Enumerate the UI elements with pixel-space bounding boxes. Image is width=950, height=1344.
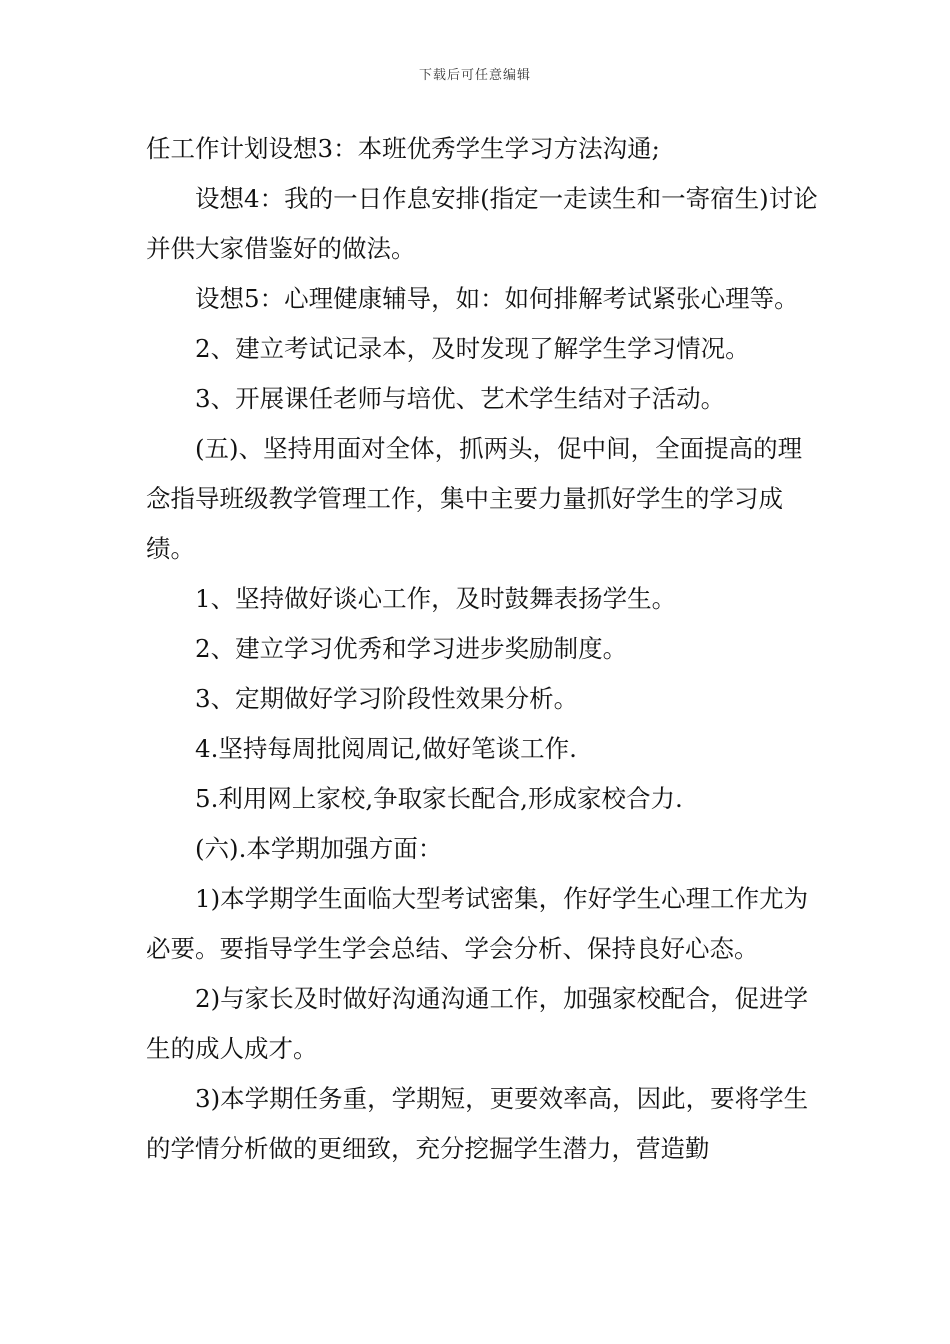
paragraph: 3、开展课任老师与培优、艺术学生结对子活动。	[195, 384, 726, 413]
paragraph: 3、定期做好学习阶段性效果分析。	[195, 684, 579, 713]
paragraph: 设想5：心理健康辅导，如：如何排解考试紧张心理等。	[195, 284, 799, 313]
paragraph: 2、建立学习优秀和学习进步奖励制度。	[195, 634, 628, 663]
paragraph: (五)、坚持用面对全体，抓两头，促中间，全面提高的理念指导班级教学管理工作，集中主要力量抓好学生的学习成绩。	[146, 434, 803, 563]
paragraph: 4.坚持每周批阅周记,做好笔谈工作.	[195, 734, 577, 763]
page-header: 下载后可任意编辑	[418, 68, 531, 83]
paragraph: (六).本学期加强方面：	[195, 834, 443, 863]
paragraph: 1、坚持做好谈心工作，及时鼓舞表扬学生。	[195, 584, 677, 613]
paragraph: 1)本学期学生面临大型考试密集，作好学生心理工作尤为必要。要指导学生学会总结、学会分析、保持良好心态。	[146, 884, 809, 963]
paragraph: 2)与家长及时做好沟通沟通工作，加强家校配合，促进学生的成人成才。	[146, 984, 809, 1063]
paragraph: 2、建立考试记录本，及时发现了解学生学习情况。	[195, 334, 750, 363]
paragraph: 任工作计划设想3：本班优秀学生学习方法沟通;	[146, 134, 660, 163]
paragraph: 5.利用网上家校,争取家长配合,形成家校合力.	[195, 784, 683, 813]
paragraph: 设想4：我的一日作息安排(指定一走读生和一寄宿生)讨论并供大家借鉴好的做法。	[146, 184, 818, 263]
document-body	[146, 124, 826, 1174]
paragraph: 3)本学期任务重，学期短，更要效率高，因此，要将学生的学情分析做的更细致，充分挖掘学生潜力，营造勤	[146, 1084, 809, 1163]
